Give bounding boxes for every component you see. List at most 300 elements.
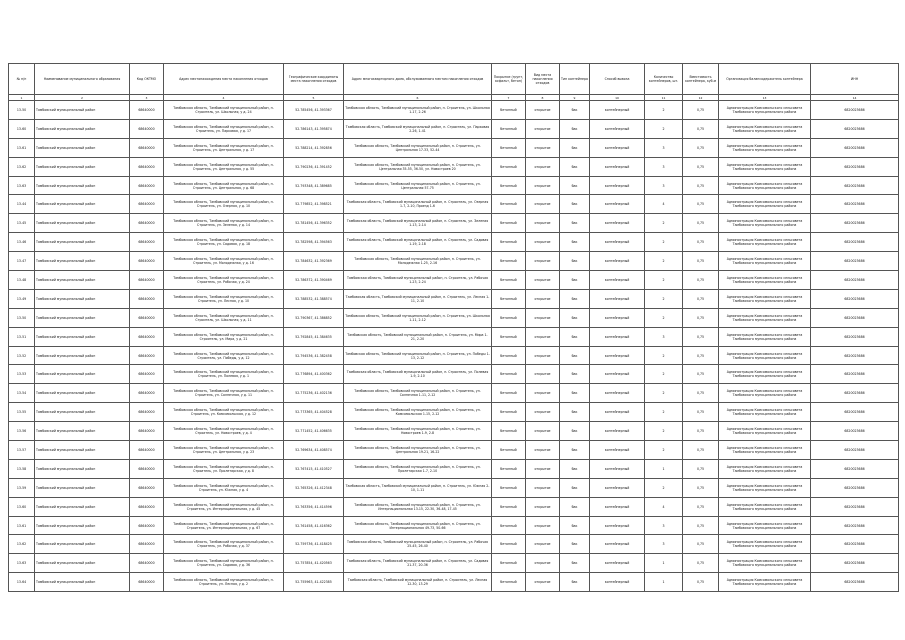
cell-municipality: Тамбовский муниципальный район xyxy=(35,252,130,271)
cell-container-volume: 0,75 xyxy=(683,422,719,441)
cell-owner-org: Администрация Комсомольского сельсовета Тамбовского муниципального района xyxy=(719,289,811,308)
cell-municipality: Тамбовский муниципальный район xyxy=(35,403,130,422)
cell-container-volume: 0,75 xyxy=(683,271,719,290)
cell-container-type: бак xyxy=(560,289,590,308)
col-number: 10 xyxy=(590,95,645,101)
cell-row-number: 13-55 xyxy=(9,403,35,422)
cell-owner-org: Администрация Комсомольского сельсовета Тамбовского муниципального района xyxy=(719,384,811,403)
cell-owner-org: Администрация Комсомольского сельсовета Тамбовского муниципального района xyxy=(719,554,811,573)
cell-address: Тамбовская область, Тамбовский муниципальный район, п. Строитель, ул. Пролетарская, у д. 8 xyxy=(164,459,284,478)
cell-container-type: бак xyxy=(560,554,590,573)
col-number: 8 xyxy=(526,95,560,101)
cell-container-volume: 0,75 xyxy=(683,384,719,403)
cell-coordinates: 52.786143, 41.395874 xyxy=(284,119,344,138)
cell-row-number: 13-63 xyxy=(9,176,35,195)
cell-coordinates: 52.759736, 41.418425 xyxy=(284,535,344,554)
cell-address: Тамбовская область, Тамбовский муниципальный район, п. Строитель, ул. Солнечная, у д. 11 xyxy=(164,384,284,403)
cell-container-count: 1 xyxy=(645,459,683,478)
cell-container-count: 2 xyxy=(645,308,683,327)
cell-site-kind: открытое xyxy=(526,554,560,573)
cell-municipality: Тамбовский муниципальный район xyxy=(35,119,130,138)
cell-coordinates: 52.771452, 41.406635 xyxy=(284,422,344,441)
cell-container-type: бак xyxy=(560,441,590,460)
cell-municipality: Тамбовский муниципальный район xyxy=(35,271,130,290)
cell-municipality: Тамбовский муниципальный район xyxy=(35,422,130,441)
cell-oktmo: 68640000 xyxy=(130,195,164,214)
cell-container-volume: 0,75 xyxy=(683,441,719,460)
col-number: 4 xyxy=(164,95,284,101)
cell-inn: 6820023686 xyxy=(811,271,899,290)
cell-removal-method: контейнерный xyxy=(590,308,645,327)
cell-cover: бетонный xyxy=(492,176,526,195)
cell-site-kind: открытое xyxy=(526,441,560,460)
cell-removal-method: контейнерный xyxy=(590,478,645,497)
cell-site-kind: открытое xyxy=(526,573,560,592)
cell-removal-method: контейнерный xyxy=(590,422,645,441)
cell-oktmo: 68640000 xyxy=(130,327,164,346)
cell-cover: бетонный xyxy=(492,346,526,365)
cell-container-type: бак xyxy=(560,497,590,516)
cell-site-kind: открытое xyxy=(526,101,560,120)
cell-inn: 6820023686 xyxy=(811,365,899,384)
cell-served-houses: Тамбовская область, Тамбовский муниципальный район, п. Строитель, ул. Озерная 1-7, 2-10, Проезд 1-6 xyxy=(344,195,492,214)
cell-container-type: бак xyxy=(560,308,590,327)
cell-site-kind: открытое xyxy=(526,195,560,214)
cell-removal-method: контейнерный xyxy=(590,195,645,214)
cell-municipality: Тамбовский муниципальный район xyxy=(35,554,130,573)
cell-cover: бетонный xyxy=(492,119,526,138)
col-header-served-houses: Адрес многоквартирного дома, обслуживаемого местом накопления отходов xyxy=(344,64,492,95)
cell-oktmo: 68640000 xyxy=(130,271,164,290)
cell-removal-method: контейнерный xyxy=(590,214,645,233)
table-row xyxy=(9,176,899,195)
cell-inn: 6820023686 xyxy=(811,233,899,252)
cell-oktmo: 68640000 xyxy=(130,459,164,478)
col-header-address: Адрес местонахождения места накопления отходов xyxy=(164,64,284,95)
cell-cover: бетонный xyxy=(492,384,526,403)
cell-owner-org: Администрация Комсомольского сельсовета Тамбовского муниципального района xyxy=(719,252,811,271)
cell-municipality: Тамбовский муниципальный район xyxy=(35,138,130,157)
cell-coordinates: 52.786372, 41.390469 xyxy=(284,271,344,290)
cell-container-count: 2 xyxy=(645,365,683,384)
cell-served-houses: Тамбовская область, Тамбовский муниципальный район, п. Строитель, ул. Полевая 1-9, 2-10 xyxy=(344,365,492,384)
cell-container-count: 2 xyxy=(645,384,683,403)
header-row xyxy=(9,64,899,95)
col-number: 6 xyxy=(344,95,492,101)
cell-served-houses: Тамбовская область, Тамбовский муниципальный район, п. Строитель, ул. Школьная 1-11, 2-12 xyxy=(344,308,492,327)
cell-container-type: бак xyxy=(560,422,590,441)
cell-container-type: бак xyxy=(560,384,590,403)
cell-owner-org: Администрация Комсомольского сельсовета Тамбовского муниципального района xyxy=(719,271,811,290)
col-number: 11 xyxy=(645,95,683,101)
cell-removal-method: контейнерный xyxy=(590,101,645,120)
cell-cover: бетонный xyxy=(492,535,526,554)
col-header-container-count: Количество контейнеров, шт. xyxy=(645,64,683,95)
cell-cover: бетонный xyxy=(492,459,526,478)
cell-site-kind: открытое xyxy=(526,308,560,327)
cell-served-houses: Тамбовская область, Тамбовский муниципальный район, п. Строитель, ул. Школьная 1-17, 2-26 xyxy=(344,101,492,120)
cell-row-number: 13-50 xyxy=(9,308,35,327)
cell-oktmo: 68640000 xyxy=(130,346,164,365)
col-header-removal-method: Способ вывоза xyxy=(590,64,645,95)
col-header-owner-org: Организация балансодержатель контейнера xyxy=(719,64,811,95)
cell-removal-method: контейнерный xyxy=(590,119,645,138)
cell-oktmo: 68640000 xyxy=(130,157,164,176)
cell-coordinates: 52.784632, 41.392369 xyxy=(284,252,344,271)
cell-served-houses: Тамбовская область, Тамбовский муниципальный район, п. Строитель, ул. Мира 1-21, 2-20 xyxy=(344,327,492,346)
cell-municipality: Тамбовский муниципальный район xyxy=(35,365,130,384)
cell-removal-method: контейнерный xyxy=(590,252,645,271)
cell-oktmo: 68640000 xyxy=(130,365,164,384)
cell-coordinates: 52.793348, 41.389685 xyxy=(284,176,344,195)
cell-owner-org: Администрация Комсомольского сельсовета Тамбовского муниципального района xyxy=(719,459,811,478)
cell-municipality: Тамбовский муниципальный район xyxy=(35,478,130,497)
table-row xyxy=(9,346,899,365)
table-row xyxy=(9,516,899,535)
cell-removal-method: контейнерный xyxy=(590,516,645,535)
cell-municipality: Тамбовский муниципальный район xyxy=(35,441,130,460)
cell-container-volume: 0,75 xyxy=(683,478,719,497)
cell-container-count: 2 xyxy=(645,271,683,290)
cell-coordinates: 52.776894, 41.400362 xyxy=(284,365,344,384)
cell-site-kind: открытое xyxy=(526,459,560,478)
cell-inn: 6820023686 xyxy=(811,101,899,120)
cell-row-number: 13-48 xyxy=(9,271,35,290)
cell-inn: 6820023686 xyxy=(811,138,899,157)
cell-site-kind: открытое xyxy=(526,214,560,233)
cell-oktmo: 68640000 xyxy=(130,233,164,252)
cell-served-houses: Тамбовская область, Тамбовский муниципальный район, п. Строитель, ул. Садовая 1-19, 2-18 xyxy=(344,233,492,252)
cell-container-count: 1 xyxy=(645,573,683,592)
cell-oktmo: 68640000 xyxy=(130,422,164,441)
cell-container-count: 2 xyxy=(645,289,683,308)
cell-municipality: Тамбовский муниципальный район xyxy=(35,308,130,327)
cell-oktmo: 68640000 xyxy=(130,497,164,516)
cell-municipality: Тамбовский муниципальный район xyxy=(35,157,130,176)
col-number: 14 xyxy=(811,95,899,101)
cell-container-volume: 0,75 xyxy=(683,252,719,271)
cell-municipality: Тамбовский муниципальный район xyxy=(35,346,130,365)
cell-cover: бетонный xyxy=(492,252,526,271)
cell-cover: бетонный xyxy=(492,157,526,176)
cell-inn: 6820023686 xyxy=(811,478,899,497)
cell-inn: 6820023686 xyxy=(811,176,899,195)
cell-site-kind: открытое xyxy=(526,271,560,290)
cell-address: Тамбовская область, Тамбовский муниципальный район, п. Строитель, ул. Озерная, у д. 10 xyxy=(164,195,284,214)
cell-oktmo: 68640000 xyxy=(130,252,164,271)
cell-inn: 6820023686 xyxy=(811,119,899,138)
cell-inn: 6820023686 xyxy=(811,441,899,460)
cell-served-houses: Тамбовская область, Тамбовский муниципальный район, п. Строитель, ул. Центральная 19-21, 16-22 xyxy=(344,441,492,460)
cell-container-type: бак xyxy=(560,346,590,365)
cell-cover: бетонный xyxy=(492,101,526,120)
cell-removal-method: контейнерный xyxy=(590,138,645,157)
cell-inn: 6820023686 xyxy=(811,573,899,592)
table-row xyxy=(9,403,899,422)
cell-removal-method: контейнерный xyxy=(590,233,645,252)
cell-cover: бетонный xyxy=(492,478,526,497)
cell-coordinates: 52.781456, 41.396352 xyxy=(284,214,344,233)
cell-coordinates: 52.794536, 41.382458 xyxy=(284,346,344,365)
cell-removal-method: контейнерный xyxy=(590,573,645,592)
cell-site-kind: открытое xyxy=(526,157,560,176)
cell-inn: 6820023686 xyxy=(811,422,899,441)
cell-removal-method: контейнерный xyxy=(590,346,645,365)
cell-owner-org: Администрация Комсомольского сельсовета Тамбовского муниципального района xyxy=(719,119,811,138)
col-header-container-volume: Вместимость контейнера, куб.м xyxy=(683,64,719,95)
cell-oktmo: 68640000 xyxy=(130,214,164,233)
cell-municipality: Тамбовский муниципальный район xyxy=(35,327,130,346)
table-row xyxy=(9,478,899,497)
table-row xyxy=(9,195,899,214)
cell-coordinates: 52.761458, 41.416362 xyxy=(284,516,344,535)
cell-container-volume: 0,75 xyxy=(683,535,719,554)
cell-owner-org: Администрация Комсомольского сельсовета Тамбовского муниципального района xyxy=(719,327,811,346)
cell-coordinates: 52.790367, 41.386852 xyxy=(284,308,344,327)
cell-removal-method: контейнерный xyxy=(590,403,645,422)
cell-inn: 6820023686 xyxy=(811,554,899,573)
cell-coordinates: 52.788532, 41.388574 xyxy=(284,289,344,308)
table-row xyxy=(9,422,899,441)
cell-container-count: 2 xyxy=(645,119,683,138)
cell-container-count: 3 xyxy=(645,535,683,554)
cell-removal-method: контейнерный xyxy=(590,554,645,573)
cell-owner-org: Администрация Комсомольского сельсовета Тамбовского муниципального района xyxy=(719,478,811,497)
cell-address: Тамбовская область, Тамбовский муниципальный район, п. Строитель, ул. Центральная, у д. 55 xyxy=(164,157,284,176)
cell-served-houses: Тамбовская область, Тамбовский муниципальный район, п. Строитель, ул. Молодежная 1-25, 2-16 xyxy=(344,252,492,271)
cell-oktmo: 68640000 xyxy=(130,573,164,592)
table-row xyxy=(9,252,899,271)
cell-row-number: 13-64 xyxy=(9,573,35,592)
cell-row-number: 13-60 xyxy=(9,119,35,138)
cell-address: Тамбовская область, Тамбовский муниципальный район, п. Строитель, ул. Рабочая, у д. 24 xyxy=(164,271,284,290)
cell-row-number: 13-44 xyxy=(9,195,35,214)
cell-container-volume: 0,75 xyxy=(683,101,719,120)
cell-municipality: Тамбовский муниципальный район xyxy=(35,176,130,195)
cell-owner-org: Администрация Комсомольского сельсовета Тамбовского муниципального района xyxy=(719,176,811,195)
cell-served-houses: Тамбовская область, Тамбовский муниципальный район, п. Строитель, ул. Солнечная 1-11, 2-12 xyxy=(344,384,492,403)
cell-municipality: Тамбовский муниципальный район xyxy=(35,459,130,478)
cell-owner-org: Администрация Комсомольского сельсовета Тамбовского муниципального района xyxy=(719,346,811,365)
cell-owner-org: Администрация Комсомольского сельсовета Тамбовского муниципального района xyxy=(719,157,811,176)
cell-served-houses: Тамбовская область, Тамбовский муниципальный район, п. Строитель, ул. Рабочая 25-45, 26-40 xyxy=(344,535,492,554)
cell-removal-method: контейнерный xyxy=(590,289,645,308)
cell-cover: бетонный xyxy=(492,195,526,214)
cell-container-volume: 0,75 xyxy=(683,157,719,176)
cell-owner-org: Администрация Комсомольского сельсовета Тамбовского муниципального района xyxy=(719,138,811,157)
cell-cover: бетонный xyxy=(492,516,526,535)
cell-coordinates: 52.769634, 41.408574 xyxy=(284,441,344,460)
cell-row-number: 13-46 xyxy=(9,233,35,252)
cell-oktmo: 68640000 xyxy=(130,478,164,497)
cell-inn: 6820023686 xyxy=(811,195,899,214)
cell-coordinates: 52.767415, 41.410527 xyxy=(284,459,344,478)
cell-owner-org: Администрация Комсомольского сельсовета Тамбовского муниципального района xyxy=(719,403,811,422)
cell-inn: 6820023686 xyxy=(811,346,899,365)
cell-cover: бетонный xyxy=(492,573,526,592)
cell-cover: бетонный xyxy=(492,441,526,460)
cell-container-count: 2 xyxy=(645,101,683,120)
cell-site-kind: открытое xyxy=(526,289,560,308)
cell-served-houses: Тамбовская область, Тамбовский муниципальный район, п. Строитель, ул. Интернациональная 13-15, 22-30, 36-48, 17-45 xyxy=(344,497,492,516)
cell-row-number: 13-61 xyxy=(9,516,35,535)
cell-oktmo: 68640000 xyxy=(130,138,164,157)
cell-owner-org: Администрация Комсомольского сельсовета Тамбовского муниципального района xyxy=(719,308,811,327)
cell-coordinates: 52.785456, 41.393367 xyxy=(284,101,344,120)
cell-site-kind: открытое xyxy=(526,119,560,138)
cell-row-number: 13-58 xyxy=(9,459,35,478)
cell-served-houses: Тамбовская область, Тамбовский муниципальный район, п. Строитель, ул. Садовая 21-37, 20-36 xyxy=(344,554,492,573)
cell-container-volume: 0,75 xyxy=(683,497,719,516)
table-row xyxy=(9,554,899,573)
cell-owner-org: Администрация Комсомольского сельсовета Тамбовского муниципального района xyxy=(719,195,811,214)
cell-served-houses: Тамбовская область, Тамбовский муниципальный район, п. Строитель, ул. Пролетарская 1-7, 2-10 xyxy=(344,459,492,478)
cell-row-number: 13-62 xyxy=(9,157,35,176)
cell-site-kind: открытое xyxy=(526,365,560,384)
cell-row-number: 13-49 xyxy=(9,289,35,308)
cell-container-count: 2 xyxy=(645,478,683,497)
cell-oktmo: 68640000 xyxy=(130,441,164,460)
cell-container-type: бак xyxy=(560,365,590,384)
cell-cover: бетонный xyxy=(492,138,526,157)
cell-cover: бетонный xyxy=(492,327,526,346)
cell-address: Тамбовская область, Тамбовский муниципальный район, п. Строитель, ул. Полевая, у д. 1 xyxy=(164,365,284,384)
cell-row-number: 13-61 xyxy=(9,138,35,157)
cell-address: Тамбовская область, Тамбовский муниципальный район, п. Строитель, ул. Садовая, у д. 18 xyxy=(164,233,284,252)
cell-container-count: 3 xyxy=(645,138,683,157)
cell-municipality: Тамбовский муниципальный район xyxy=(35,233,130,252)
waste-sites-table xyxy=(8,63,899,592)
cell-address: Тамбовская область, Тамбовский муниципальный район, п. Строитель, ул. Лесная, у д. 10 xyxy=(164,289,284,308)
cell-site-kind: открытое xyxy=(526,138,560,157)
cell-cover: бетонный xyxy=(492,308,526,327)
cell-served-houses: Тамбовская область, Тамбовский муниципальный район, п. Строитель, ул. Лесная 1-11, 2-10 xyxy=(344,289,492,308)
cell-site-kind: открытое xyxy=(526,327,560,346)
cell-site-kind: открытое xyxy=(526,176,560,195)
cell-site-kind: открытое xyxy=(526,478,560,497)
cell-owner-org: Администрация Комсомольского сельсовета Тамбовского муниципального района xyxy=(719,214,811,233)
cell-container-volume: 0,75 xyxy=(683,327,719,346)
col-header-container-type: Тип контейнера xyxy=(560,64,590,95)
cell-container-type: бак xyxy=(560,252,590,271)
cell-address: Тамбовская область, Тамбовский муниципальный район, п. Строитель, ул. Молодежная, у д. 16 xyxy=(164,252,284,271)
table-row xyxy=(9,138,899,157)
col-header-cover: Покрытие (грунт, асфальт, бетон) xyxy=(492,64,526,95)
cell-address: Тамбовская область, Тамбовский муниципальный район, п. Строитель, ул. Центральная, у д. 17 xyxy=(164,138,284,157)
cell-row-number: 13-60 xyxy=(9,497,35,516)
cell-address: Тамбовская область, Тамбовский муниципальный район, п. Строитель, ул. Центральная, у д. 68 xyxy=(164,176,284,195)
cell-container-volume: 0,75 xyxy=(683,459,719,478)
cell-site-kind: открытое xyxy=(526,497,560,516)
cell-municipality: Тамбовский муниципальный район xyxy=(35,289,130,308)
cell-container-type: бак xyxy=(560,403,590,422)
cell-container-type: бак xyxy=(560,214,590,233)
table-row xyxy=(9,573,899,592)
cell-container-volume: 0,75 xyxy=(683,516,719,535)
cell-container-count: 4 xyxy=(645,497,683,516)
cell-container-count: 2 xyxy=(645,233,683,252)
cell-container-volume: 0,75 xyxy=(683,573,719,592)
cell-oktmo: 68640000 xyxy=(130,554,164,573)
cell-container-volume: 0,75 xyxy=(683,138,719,157)
cell-container-count: 3 xyxy=(645,516,683,535)
cell-removal-method: контейнерный xyxy=(590,365,645,384)
cell-site-kind: открытое xyxy=(526,384,560,403)
cell-address: Тамбовская область, Тамбовский муниципальный район, п. Строитель, ул. Интернациональная, у д. 45 xyxy=(164,497,284,516)
cell-container-type: бак xyxy=(560,478,590,497)
col-number: 5 xyxy=(284,95,344,101)
col-number: 12 xyxy=(683,95,719,101)
col-header-number: № п/п xyxy=(9,64,35,95)
cell-address: Тамбовская область, Тамбовский муниципальный район, п. Строитель, ул. Центральная, у д. 23 xyxy=(164,441,284,460)
col-number: 2 xyxy=(35,95,130,101)
cell-oktmo: 68640000 xyxy=(130,119,164,138)
cell-cover: бетонный xyxy=(492,271,526,290)
cell-row-number: 13-62 xyxy=(9,535,35,554)
cell-container-volume: 0,75 xyxy=(683,554,719,573)
cell-removal-method: контейнерный xyxy=(590,327,645,346)
cell-served-houses: Тамбовская область, Тамбовский муниципальный район, п. Строитель, ул. Победы 1-13, 2-12 xyxy=(344,346,492,365)
cell-container-volume: 0,75 xyxy=(683,195,719,214)
cell-container-count: 1 xyxy=(645,554,683,573)
cell-oktmo: 68640000 xyxy=(130,403,164,422)
cell-owner-org: Администрация Комсомольского сельсовета Тамбовского муниципального района xyxy=(719,497,811,516)
cell-removal-method: контейнерный xyxy=(590,459,645,478)
cell-container-type: бак xyxy=(560,271,590,290)
col-header-coordinates: Географические координаты места накопления отходов xyxy=(284,64,344,95)
cell-site-kind: открытое xyxy=(526,516,560,535)
cell-address: Тамбовская область, Тамбовский муниципальный район, п. Строитель, ул. Интернациональная, у д. 67 xyxy=(164,516,284,535)
cell-removal-method: контейнерный xyxy=(590,176,645,195)
cell-inn: 6820023686 xyxy=(811,214,899,233)
col-number: 13 xyxy=(719,95,811,101)
cell-inn: 6820023686 xyxy=(811,327,899,346)
cell-owner-org: Администрация Комсомольского сельсовета Тамбовского муниципального района xyxy=(719,422,811,441)
col-header-oktmo: Код ОКТМО xyxy=(130,64,164,95)
cell-served-houses: Тамбовская область, Тамбовский муниципальный район, п. Строитель, ул. Новостроев 1-9, 2-8 xyxy=(344,422,492,441)
cell-oktmo: 68640000 xyxy=(130,516,164,535)
cell-cover: бетонный xyxy=(492,233,526,252)
cell-container-volume: 0,75 xyxy=(683,365,719,384)
cell-served-houses: Тамбовская область, Тамбовский муниципальный район, п. Строитель, ул. Зеленая 1-13, 2-14 xyxy=(344,214,492,233)
cell-container-type: бак xyxy=(560,195,590,214)
cell-cover: бетонный xyxy=(492,365,526,384)
cell-owner-org: Администрация Комсомольского сельсовета Тамбовского муниципального района xyxy=(719,441,811,460)
cell-row-number: 13-59 xyxy=(9,478,35,497)
cell-cover: бетонный xyxy=(492,554,526,573)
cell-site-kind: открытое xyxy=(526,346,560,365)
cell-row-number: 13-53 xyxy=(9,365,35,384)
cell-removal-method: контейнерный xyxy=(590,384,645,403)
cell-row-number: 13-54 xyxy=(9,384,35,403)
cell-container-volume: 0,75 xyxy=(683,233,719,252)
cell-container-type: бак xyxy=(560,327,590,346)
cell-owner-org: Администрация Комсомольского сельсовета Тамбовского муниципального района xyxy=(719,573,811,592)
cell-removal-method: контейнерный xyxy=(590,157,645,176)
cell-oktmo: 68640000 xyxy=(130,308,164,327)
cell-coordinates: 52.755963, 41.422385 xyxy=(284,573,344,592)
cell-inn: 6820023686 xyxy=(811,535,899,554)
cell-address: Тамбовская область, Тамбовский муниципальный район, п. Строитель, ул. Школьная, у д. 11 xyxy=(164,308,284,327)
cell-served-houses: Тамбовская область, Тамбовский муниципальный район, п. Строитель, ул. Парковая 2-26, 1-41 xyxy=(344,119,492,138)
cell-address: Тамбовская область, Тамбовский муниципальный район, п. Строитель, ул. Рабочая, у д. 37 xyxy=(164,535,284,554)
cell-owner-org: Администрация Комсомольского сельсовета Тамбовского муниципального района xyxy=(719,535,811,554)
cell-row-number: 13-52 xyxy=(9,346,35,365)
cell-container-volume: 0,75 xyxy=(683,403,719,422)
cell-inn: 6820023686 xyxy=(811,308,899,327)
col-number: 7 xyxy=(492,95,526,101)
cell-container-volume: 0,75 xyxy=(683,119,719,138)
